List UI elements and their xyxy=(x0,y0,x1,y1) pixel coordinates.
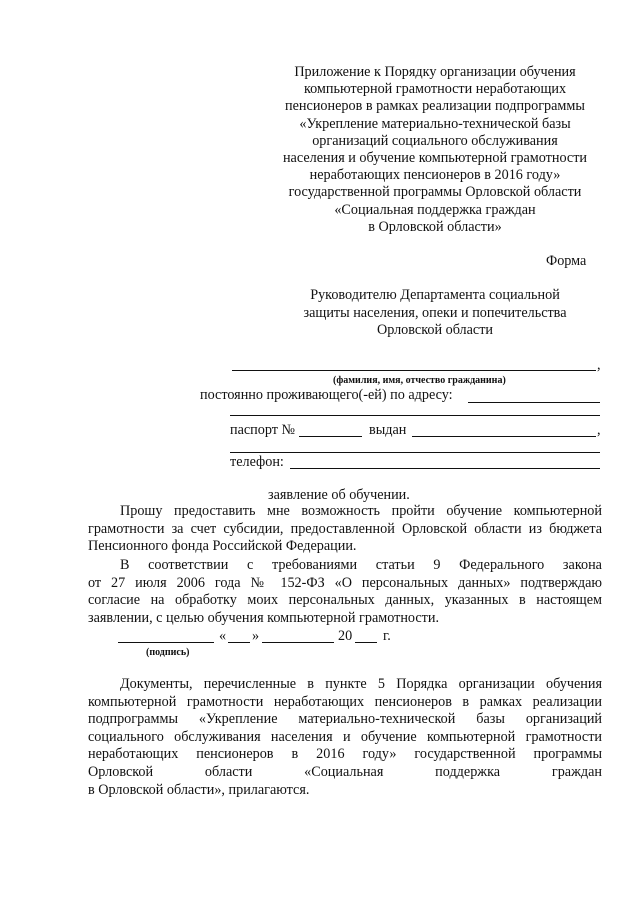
consent-line: В соответствии с требованиями статьи 9 Федерального закона xyxy=(120,557,602,573)
day-field-line[interactable] xyxy=(228,642,250,643)
issued-label: выдан xyxy=(369,422,407,438)
appendix-line: в Орловской области» xyxy=(368,218,502,235)
issued-field-line-2[interactable] xyxy=(230,452,600,453)
month-field-line[interactable] xyxy=(262,642,334,643)
documents-line: Документы, перечисленные в пункте 5 Порядка организации обучения xyxy=(120,676,602,692)
name-field-line[interactable] xyxy=(232,370,596,371)
addressee-block xyxy=(262,287,608,340)
appendix-line: «Укрепление материально-технической базы xyxy=(299,115,571,132)
phone-label: телефон: xyxy=(230,454,284,470)
consent-line: заявлении, с целью обучения компьютерной грамотности. xyxy=(88,609,440,626)
request-paragraph xyxy=(88,503,602,556)
documents-line: подпрограммы «Укрепление материально-технической базы организаций xyxy=(88,711,602,728)
documents-paragraph xyxy=(88,676,602,799)
phone-field-line[interactable] xyxy=(290,468,600,469)
appendix-line: населения и обучение компьютерной грамотности xyxy=(282,150,588,167)
documents-line: компьютерной грамотности неработающих пенсионеров в рамках реализации xyxy=(88,693,602,710)
passport-number-line[interactable] xyxy=(299,436,362,437)
request-line: Пенсионного фонда Российской Федерации. xyxy=(88,538,357,555)
date-quote-open: « xyxy=(219,628,227,644)
signature-field-line[interactable] xyxy=(118,642,214,643)
documents-line: в Орловской области», прилагаются. xyxy=(88,781,310,798)
appendix-line: пенсионеров в рамках реализации подпрограммы xyxy=(285,98,585,115)
signature-caption: (подпись) xyxy=(146,647,190,658)
consent-line: согласие на обработку моих персональных данных, указанных в настоящем xyxy=(88,592,602,609)
issued-comma: , xyxy=(597,422,601,438)
form-label: Форма xyxy=(546,253,587,269)
documents-line: Орловской области «Социальная поддержка граждан xyxy=(88,763,602,780)
consent-line: от 27 июля 2006 года № 152-ФЗ «О персональных данных» подтверждаю xyxy=(88,574,602,591)
addressee-line: защиты населения, опеки и попечительства xyxy=(303,304,567,321)
address-label: постоянно проживающего(-ей) по адресу: xyxy=(200,387,453,403)
statement-title: заявление об обучении. xyxy=(268,487,410,503)
year-prefix: 20 xyxy=(338,628,353,644)
passport-label: паспорт № xyxy=(230,422,296,438)
documents-line: неработающих пенсионеров в 2016 году» государственной программы xyxy=(88,746,602,763)
appendix-line: «Социальная поддержка граждан xyxy=(334,201,536,218)
address-field-line[interactable] xyxy=(468,402,600,403)
year-field-line[interactable] xyxy=(355,642,377,643)
request-line: грамотности за счет субсидии, предоставленной Орловской области из бюджета xyxy=(88,520,602,537)
date-quote-close: » xyxy=(252,628,260,644)
appendix-line: организаций социального обслуживания xyxy=(312,132,558,149)
request-line: Прошу предоставить мне возможность пройти обучение компьютерной xyxy=(120,503,602,519)
name-caption: (фамилия, имя, отчество гражданина) xyxy=(333,375,506,386)
consent-paragraph xyxy=(88,557,602,627)
addressee-line: Руководителю Департамента социальной xyxy=(310,287,560,303)
appendix-line: Приложение к Порядку организации обучения xyxy=(294,64,576,80)
documents-line: социального обслуживания населения и обучение компьютерной грамотности xyxy=(88,728,602,745)
address-field-line-2[interactable] xyxy=(230,415,600,416)
issued-field-line[interactable] xyxy=(412,436,596,437)
name-field-comma: , xyxy=(597,357,601,373)
appendix-header xyxy=(262,64,608,236)
year-suffix: г. xyxy=(383,628,391,644)
appendix-line: неработающих пенсионеров в 2016 году» xyxy=(309,167,561,184)
appendix-line: государственной программы Орловской области xyxy=(288,184,582,201)
addressee-line: Орловской области xyxy=(376,322,494,339)
appendix-line: компьютерной грамотности неработающих xyxy=(303,81,567,98)
